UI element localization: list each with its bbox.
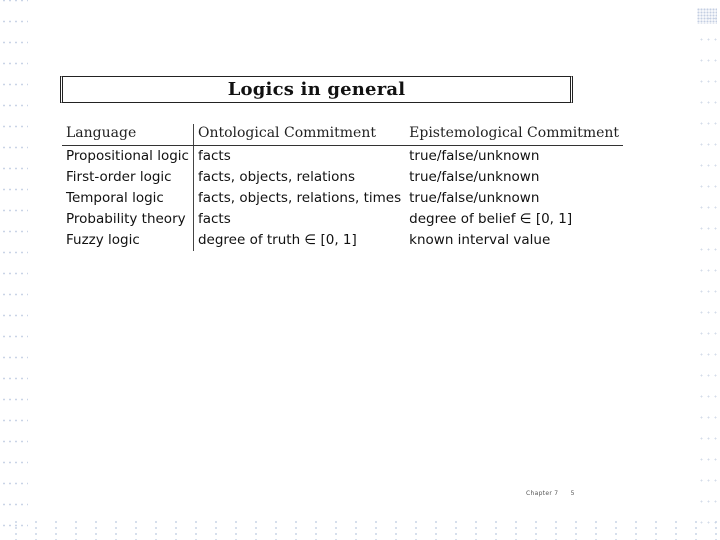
footer-page-number: 5 <box>570 490 575 497</box>
cell-ontological: facts <box>197 148 231 164</box>
table-row <box>62 167 623 188</box>
table-header-row <box>62 124 623 146</box>
header-epistemological-commitment: Epistemological Commitment <box>405 124 623 146</box>
table-row <box>62 209 623 230</box>
cell-ontological: facts, objects, relations, times <box>197 190 402 206</box>
cell-language: Propositional logic <box>62 146 193 168</box>
table-row <box>62 146 623 168</box>
dotted-border-bottom <box>0 518 720 540</box>
cell-ontological: degree of truth ∈ [0, 1] <box>197 232 357 248</box>
table-row <box>62 230 623 251</box>
cell-language: Temporal logic <box>62 188 193 209</box>
slide-footer <box>526 490 575 497</box>
slide-title: Logics in general <box>227 79 406 100</box>
cell-language: Fuzzy logic <box>62 230 193 251</box>
cell-epistemological: true/false/unknown <box>409 169 540 185</box>
slide-title-box <box>60 76 573 103</box>
cell-epistemological: degree of belief ∈ [0, 1] <box>409 211 573 227</box>
logics-table <box>62 124 623 251</box>
footer-chapter: Chapter 7 <box>526 490 559 497</box>
cell-ontological: facts <box>197 211 231 227</box>
cell-language: Probability theory <box>62 209 193 230</box>
header-ontological-commitment: Ontological Commitment <box>193 124 405 146</box>
dotted-border-left <box>0 0 28 540</box>
table-row <box>62 188 623 209</box>
cell-epistemological: known interval value <box>409 232 551 248</box>
cell-ontological: facts, objects, relations <box>197 169 356 185</box>
cell-epistemological: true/false/unknown <box>409 148 540 164</box>
header-language: Language <box>62 124 193 146</box>
cell-epistemological: true/false/unknown <box>409 190 540 206</box>
cell-language: First-order logic <box>62 167 193 188</box>
dotted-border-right <box>698 8 720 528</box>
corner-decoration <box>697 8 717 24</box>
